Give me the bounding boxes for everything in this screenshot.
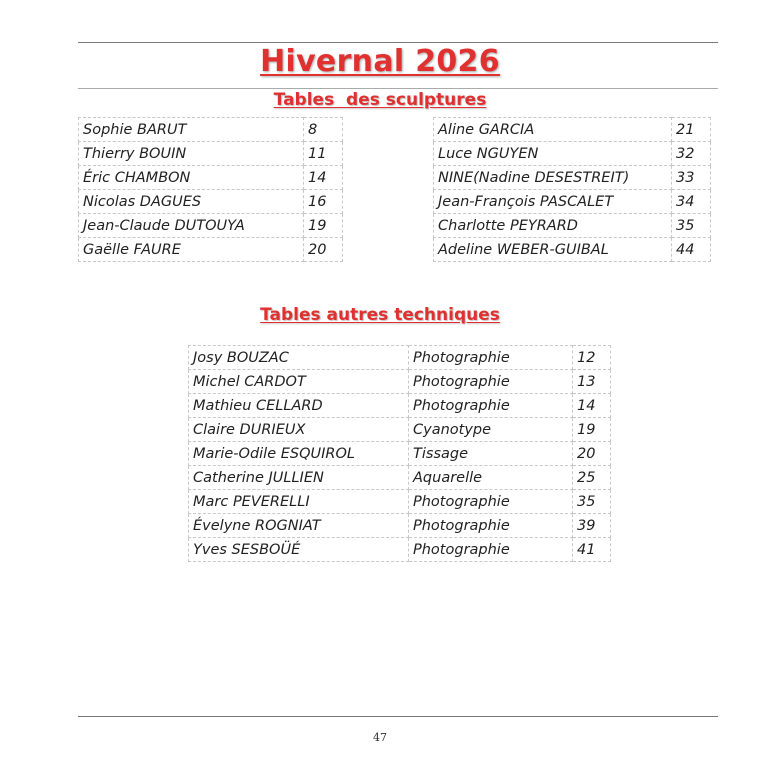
top-rule (78, 42, 718, 43)
table-row (189, 490, 611, 514)
table-row (79, 142, 343, 166)
artist-name: Adeline WEBER-GUIBAL (434, 238, 672, 262)
table-row (79, 238, 343, 262)
technique: Aquarelle (409, 466, 573, 490)
table-number: 14 (573, 394, 611, 418)
table-number: 35 (573, 490, 611, 514)
table-row (79, 214, 343, 238)
technique: Photographie (409, 514, 573, 538)
table-number: 14 (304, 166, 343, 190)
table-number: 13 (573, 370, 611, 394)
artist-name: Évelyne ROGNIAT (189, 514, 409, 538)
table-number: 39 (573, 514, 611, 538)
table-row (189, 418, 611, 442)
table-row (189, 442, 611, 466)
sculptures-table-right (433, 117, 711, 262)
table-number: 32 (672, 142, 711, 166)
technique: Photographie (409, 394, 573, 418)
table-row (189, 538, 611, 562)
table-row (434, 166, 711, 190)
page-number: 47 (373, 731, 387, 744)
technique: Photographie (409, 538, 573, 562)
artist-name: Marie-Odile ESQUIROL (189, 442, 409, 466)
artist-name: Marc PEVERELLI (189, 490, 409, 514)
table-number: 8 (304, 118, 343, 142)
table-row (434, 214, 711, 238)
technique: Tissage (409, 442, 573, 466)
artist-name: NINE(Nadine DESESTREIT) (434, 166, 672, 190)
table-number: 21 (672, 118, 711, 142)
table-number: 12 (573, 346, 611, 370)
artist-name: Jean-Claude DUTOUYA (79, 214, 304, 238)
table-number: 11 (304, 142, 343, 166)
table-number: 16 (304, 190, 343, 214)
artist-name: Michel CARDOT (189, 370, 409, 394)
table-row (189, 394, 611, 418)
artist-name: Thierry BOUIN (79, 142, 304, 166)
sculptures-heading: Tables des sculptures (273, 90, 487, 110)
table-row (434, 190, 711, 214)
table-number: 25 (573, 466, 611, 490)
artist-name: Nicolas DAGUES (79, 190, 304, 214)
table-row (189, 514, 611, 538)
table-row (79, 166, 343, 190)
title-divider (78, 88, 718, 89)
table-row (189, 346, 611, 370)
artist-name: Yves SESBOÜÉ (189, 538, 409, 562)
artist-name: Sophie BARUT (79, 118, 304, 142)
technique: Photographie (409, 346, 573, 370)
page-title: Hivernal 2026 (260, 44, 500, 79)
artist-name: Mathieu CELLARD (189, 394, 409, 418)
artist-name: Aline GARCIA (434, 118, 672, 142)
technique: Photographie (409, 490, 573, 514)
table-number: 19 (304, 214, 343, 238)
table-number: 33 (672, 166, 711, 190)
table-number: 20 (573, 442, 611, 466)
table-number: 35 (672, 214, 711, 238)
technique: Cyanotype (409, 418, 573, 442)
artist-name: Claire DURIEUX (189, 418, 409, 442)
artist-name: Catherine JULLIEN (189, 466, 409, 490)
techniques-table (188, 345, 611, 562)
artist-name: Charlotte PEYRARD (434, 214, 672, 238)
table-number: 20 (304, 238, 343, 262)
table-number: 19 (573, 418, 611, 442)
artist-name: Éric CHAMBON (79, 166, 304, 190)
table-row (189, 466, 611, 490)
artist-name: Luce NGUYEN (434, 142, 672, 166)
technique: Photographie (409, 370, 573, 394)
bottom-rule (78, 716, 718, 717)
artist-name: Josy BOUZAC (189, 346, 409, 370)
sculptures-table-left (78, 117, 343, 262)
table-number: 41 (573, 538, 611, 562)
artist-name: Jean-François PASCALET (434, 190, 672, 214)
artist-name: Gaëlle FAURE (79, 238, 304, 262)
techniques-heading: Tables autres techniques (260, 305, 500, 325)
table-row (434, 142, 711, 166)
table-row (79, 118, 343, 142)
table-number: 34 (672, 190, 711, 214)
table-row (434, 118, 711, 142)
table-row (434, 238, 711, 262)
table-row (79, 190, 343, 214)
table-row (189, 370, 611, 394)
table-number: 44 (672, 238, 711, 262)
